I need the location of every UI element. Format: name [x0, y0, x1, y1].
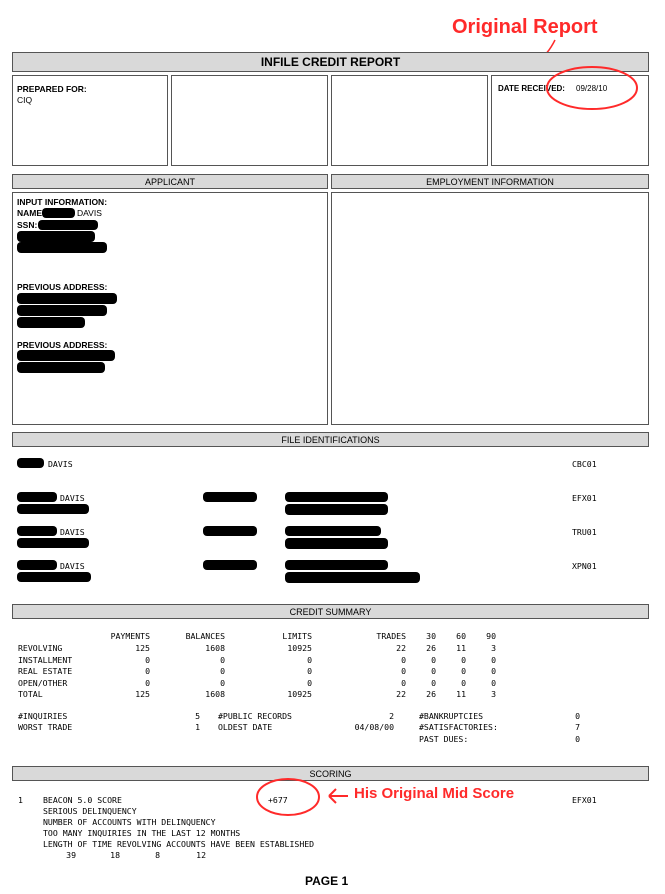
- file-id-code: TRU01: [572, 527, 597, 537]
- score-bureau: EFX01: [572, 795, 597, 805]
- report-title: INFILE CREDIT REPORT: [12, 52, 649, 72]
- top-box-2: [171, 75, 328, 166]
- redacted-address-line: [17, 293, 117, 304]
- redacted-ssn: [38, 220, 98, 230]
- prepared-for-label: PREPARED FOR:: [17, 84, 87, 94]
- redacted-first-name: [42, 208, 75, 218]
- redacted-address-line: [285, 526, 381, 536]
- bankruptcies-label: #BANKRUPTCIES: [419, 711, 484, 721]
- summary-cell-d90: 0: [491, 666, 496, 676]
- score-code: 8: [155, 850, 160, 860]
- summary-cell-payments: 0: [145, 677, 150, 688]
- oldest-date-value: 04/08/00: [354, 722, 394, 732]
- summary-cell-limits: 0: [307, 677, 312, 688]
- applicant-header: APPLICANT: [12, 174, 328, 189]
- score-index: 1: [18, 795, 23, 805]
- past-dues-label: PAST DUES:: [419, 734, 469, 744]
- public-records-value: 2: [389, 711, 394, 721]
- redacted-address-line: [17, 362, 105, 373]
- redacted-ssn: [203, 492, 257, 502]
- score-arrow-icon: [326, 786, 350, 806]
- redacted-name: [17, 538, 89, 548]
- summary-cell-trades: 22: [396, 643, 406, 653]
- summary-cell-d30: 0: [431, 677, 436, 688]
- summary-cell-limits: 0: [307, 654, 312, 665]
- redacted-name: [17, 458, 44, 468]
- redacted-address-line: [285, 492, 388, 502]
- inquiries-value: 5: [195, 711, 200, 721]
- summary-cell-payments: 0: [145, 666, 150, 676]
- col-60: 60: [456, 631, 466, 641]
- past-dues-value: 0: [575, 734, 580, 744]
- credit-summary-header: CREDIT SUMMARY: [12, 604, 649, 619]
- prepared-for-box: [12, 75, 168, 166]
- previous-address-label: PREVIOUS ADDRESS:: [17, 282, 108, 292]
- redacted-ssn: [203, 560, 257, 570]
- summary-cell-d90: 0: [491, 677, 496, 688]
- redacted-ssn: [203, 526, 257, 536]
- summary-cell-d60: 0: [461, 677, 466, 688]
- worst-trade-label: WORST TRADE: [18, 722, 73, 732]
- score-reason: NUMBER OF ACCOUNTS WITH DELINQUENCY: [43, 817, 216, 827]
- bankruptcies-value: 0: [575, 711, 580, 721]
- redacted-address-line: [17, 242, 107, 253]
- col-30: 30: [426, 631, 436, 641]
- summary-cell-d60: 11: [456, 689, 466, 699]
- summary-cell-trades: 0: [401, 666, 406, 676]
- mid-score-annotation: His Original Mid Score: [354, 785, 515, 802]
- file-ids-header: FILE IDENTIFICATIONS: [12, 432, 649, 447]
- top-box-3: [331, 75, 488, 166]
- input-info-label: INPUT INFORMATION:: [17, 197, 108, 207]
- redacted-name: [17, 492, 57, 502]
- col-balances: BALANCES: [185, 631, 225, 641]
- satisfactories-value: 7: [575, 722, 580, 732]
- summary-cell-trades: 0: [401, 654, 406, 665]
- summary-cell-d90: 3: [491, 643, 496, 653]
- summary-cell-trades: 22: [396, 689, 406, 699]
- redacted-name: [17, 504, 89, 514]
- summary-row-label: TOTAL: [18, 689, 43, 699]
- redacted-address-line: [285, 538, 388, 549]
- file-id-code: XPN01: [572, 561, 597, 571]
- summary-cell-d60: 0: [461, 654, 466, 665]
- summary-cell-balances: 0: [220, 677, 225, 688]
- scoring-header: SCORING: [12, 766, 649, 781]
- summary-cell-balances: 1608: [205, 689, 225, 699]
- redacted-name: [17, 572, 91, 582]
- score-reason: SERIOUS DELINQUENCY: [43, 806, 137, 816]
- redacted-address-line: [17, 305, 107, 316]
- file-id-name: DAVIS: [60, 561, 85, 571]
- score-code: 39: [66, 850, 76, 860]
- worst-trade-value: 1: [195, 722, 200, 732]
- file-id-name: DAVIS: [60, 527, 85, 537]
- oldest-date-label: OLDEST DATE: [218, 722, 273, 732]
- name-label: NAME: [17, 208, 43, 218]
- redacted-name: [17, 526, 57, 536]
- original-report-annotation: Original Report: [452, 16, 598, 38]
- public-records-label: #PUBLIC RECORDS: [218, 711, 292, 721]
- score-code: 18: [110, 850, 120, 860]
- applicant-box: [12, 192, 328, 425]
- summary-cell-limits: 10925: [287, 689, 312, 699]
- file-id-code: EFX01: [572, 493, 597, 503]
- file-id-name: DAVIS: [60, 493, 85, 503]
- summary-cell-payments: 125: [135, 689, 150, 699]
- summary-cell-limits: 10925: [287, 643, 312, 653]
- summary-cell-d30: 0: [431, 666, 436, 676]
- summary-cell-balances: 0: [220, 666, 225, 676]
- summary-cell-payments: 0: [145, 654, 150, 665]
- redacted-address-line: [285, 504, 388, 515]
- summary-row-label: REVOLVING: [18, 643, 63, 653]
- summary-row-label: REAL ESTATE: [18, 666, 73, 676]
- redacted-address-line: [17, 231, 95, 242]
- score-model: BEACON 5.0 SCORE: [43, 795, 122, 805]
- summary-cell-d90: 3: [491, 689, 496, 699]
- col-trades: TRADES: [376, 631, 406, 641]
- date-circle-icon: [545, 64, 640, 112]
- summary-cell-d90: 0: [491, 654, 496, 665]
- applicant-surname: DAVIS: [77, 208, 102, 218]
- redacted-name: [17, 560, 57, 570]
- summary-row-label: OPEN/OTHER: [18, 677, 68, 688]
- summary-cell-payments: 125: [135, 643, 150, 653]
- summary-cell-d60: 11: [456, 643, 466, 653]
- col-payments: PAYMENTS: [110, 631, 150, 641]
- summary-cell-d60: 0: [461, 666, 466, 676]
- summary-cell-d30: 26: [426, 643, 436, 653]
- summary-cell-d30: 26: [426, 689, 436, 699]
- redacted-address-line: [17, 350, 115, 361]
- score-value: +677: [268, 795, 288, 805]
- summary-cell-balances: 1608: [205, 643, 225, 653]
- score-reason: LENGTH OF TIME REVOLVING ACCOUNTS HAVE BEEN ESTABLISHED: [43, 839, 315, 849]
- date-received-value: 09/28/10: [576, 84, 608, 93]
- ssn-label: SSN:: [17, 220, 38, 230]
- summary-cell-balances: 0: [220, 654, 225, 665]
- redacted-address-line: [285, 572, 420, 583]
- score-reason: TOO MANY INQUIRIES IN THE LAST 12 MONTHS: [43, 828, 241, 838]
- redacted-address-line: [285, 560, 388, 570]
- inquiries-label: #INQUIRIES: [18, 711, 68, 721]
- summary-cell-limits: 0: [307, 666, 312, 676]
- redacted-address-line: [17, 317, 85, 328]
- score-code: 12: [196, 850, 206, 860]
- page-number: PAGE 1: [305, 874, 349, 888]
- date-received-label: DATE RECEIVED:: [498, 84, 565, 93]
- col-limits: LIMITS: [282, 631, 312, 641]
- satisfactories-label: #SATISFACTORIES:: [419, 722, 498, 732]
- employment-header: EMPLOYMENT INFORMATION: [331, 174, 649, 189]
- file-id-code: CBC01: [572, 459, 597, 469]
- score-circle-icon: [254, 776, 322, 818]
- prepared-for-value: CIQ: [17, 95, 33, 105]
- summary-row-label: INSTALLMENT: [18, 654, 73, 665]
- previous-address-label: PREVIOUS ADDRESS:: [17, 340, 108, 350]
- employment-box: [331, 192, 649, 425]
- summary-cell-trades: 0: [401, 677, 406, 688]
- col-90: 90: [486, 631, 496, 641]
- file-id-name: DAVIS: [48, 459, 73, 469]
- summary-cell-d30: 0: [431, 654, 436, 665]
